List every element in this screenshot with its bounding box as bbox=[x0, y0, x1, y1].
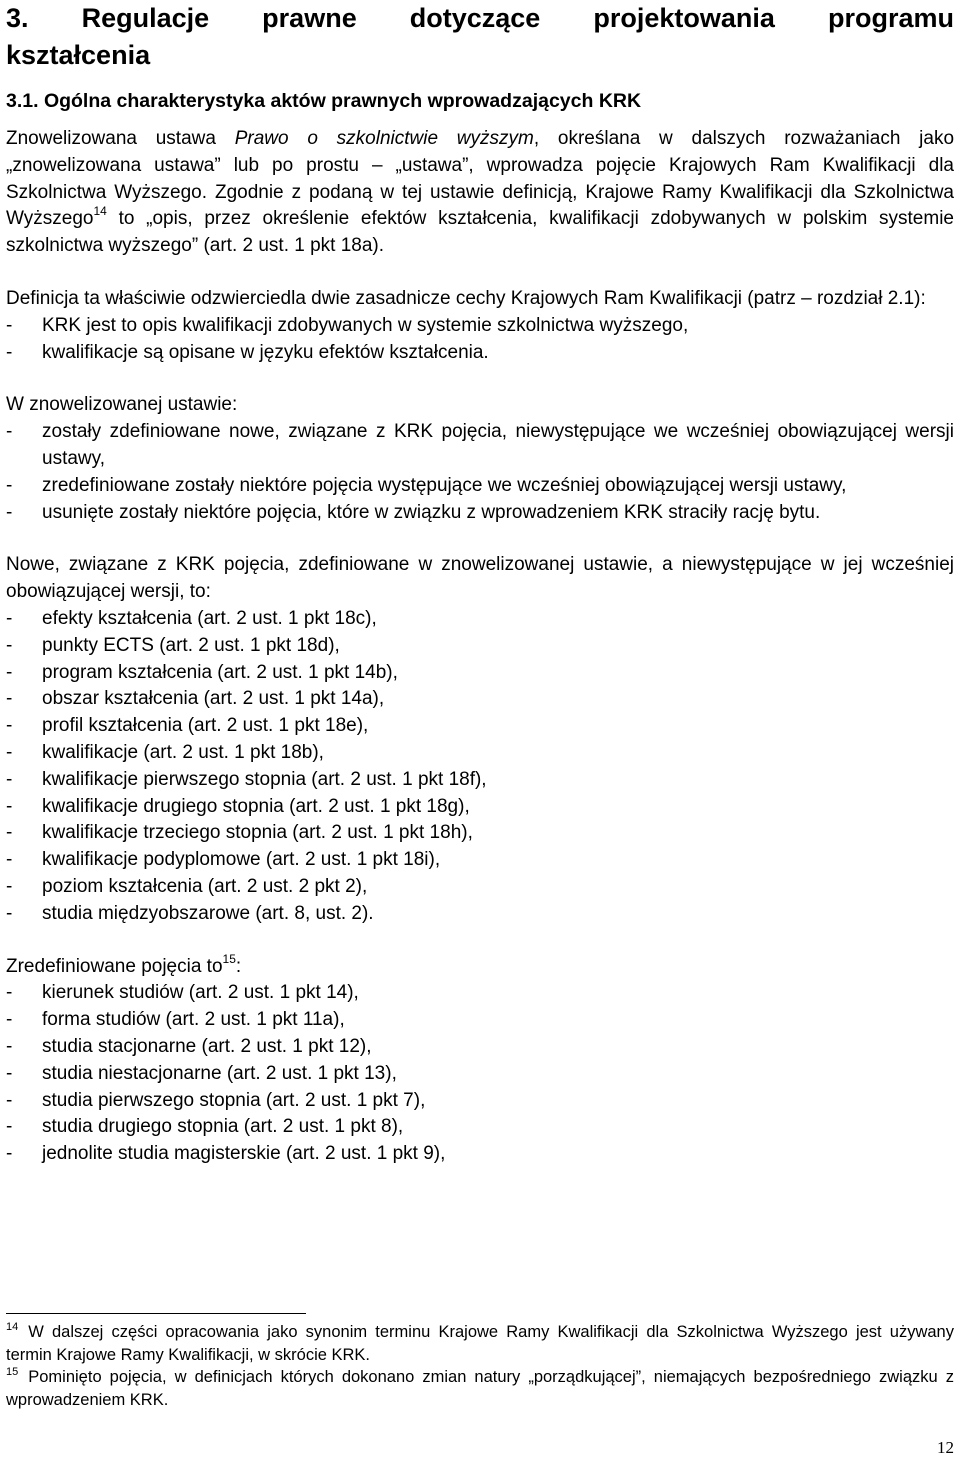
list-item: - zostały zdefiniowane nowe, związane z KRK pojęcia, niewystępujące we wcześniej obowiązującej wersji ustawy, bbox=[6, 419, 954, 473]
chapter-heading-line1: 3. Regulacje prawne dotyczące projektowania programu bbox=[6, 3, 954, 33]
para5-text: Zredefiniowane pojęcia to bbox=[6, 955, 223, 977]
footnote-separator bbox=[6, 1313, 306, 1314]
paragraph-redefined-terms bbox=[6, 951, 954, 981]
footnote-ref-14[interactable]: 14 bbox=[93, 204, 107, 219]
chapter-heading bbox=[6, 0, 954, 74]
list-item: - KRK jest to opis kwalifikacji zdobywanych w systemie szkolnictwa wyższego, bbox=[6, 313, 954, 340]
chapter-heading-line2: kształcenia bbox=[6, 40, 151, 70]
paragraph-features: Definicja ta właściwie odzwierciedla dwie zasadnicze cechy Krajowych Ram Kwalifikacji (patrz – rozdział 2.1): bbox=[6, 287, 926, 309]
footnote-14 bbox=[6, 1321, 954, 1366]
list-item: - kwalifikacje trzeciego stopnia (art. 2 ust. 1 pkt 18h), bbox=[6, 820, 954, 847]
para1-text-c: to „opis, przez określenie efektów kształcenia, kwalifikacji zdobywanych w polskim systemie szkolnictwa wyższego” (art. 2 ust. 1 pkt 18a). bbox=[6, 208, 954, 257]
list-item: - program kształcenia (art. 2 ust. 1 pkt 14b), bbox=[6, 660, 954, 687]
para5-tail: : bbox=[235, 955, 242, 977]
list-item: - profil kształcenia (art. 2 ust. 1 pkt 18e), bbox=[6, 713, 954, 740]
amendment-list bbox=[6, 419, 954, 526]
list-item: - kwalifikacje (art. 2 ust. 1 pkt 18b), bbox=[6, 740, 954, 767]
features-list bbox=[6, 313, 954, 367]
para1-italic-title: Prawo o szkolnictwie wyższym bbox=[234, 128, 534, 149]
footnote-text: Pominięto pojęcia, w definicjach których dokonano zmian natury „porządkującej”, niemających bezpośredniego związku z wprowadzeniem KRK. bbox=[6, 1368, 954, 1409]
list-item: - studia międzyobszarowe (art. 8, ust. 2). bbox=[6, 901, 954, 928]
list-item: - kwalifikacje są opisane w języku efektów kształcenia. bbox=[6, 340, 954, 367]
page-number: 12 bbox=[937, 1438, 954, 1457]
paragraph-definition bbox=[6, 126, 954, 260]
list-item: - forma studiów (art. 2 ust. 1 pkt 11a), bbox=[6, 1007, 954, 1034]
list-item: - kwalifikacje pierwszego stopnia (art. 2 ust. 1 pkt 18f), bbox=[6, 767, 954, 794]
list-item: - punkty ECTS (art. 2 ust. 1 pkt 18d), bbox=[6, 633, 954, 660]
para1-text-b: , określana w dalszych rozważaniach jako „znowelizowana ustawa” lub po prostu – „ustawa”, wprowadza pojęcie Krajowych Ram Kwalifikacji dla Szkolnictwa Wyższego. Zgodnie z podaną w tej ustawie definicją, Krajowe Ramy Kwalifikacji dla Szkolnictwa Wyższego bbox=[6, 128, 955, 230]
list-item: - studia niestacjonarne (art. 2 ust. 1 pkt 13), bbox=[6, 1061, 954, 1088]
list-item: - studia stacjonarne (art. 2 ust. 1 pkt 12), bbox=[6, 1034, 954, 1061]
paragraph-amendment-intro: W znowelizowanej ustawie: bbox=[6, 394, 238, 416]
list-item: - obszar kształcenia (art. 2 ust. 1 pkt 14a), bbox=[6, 686, 954, 713]
list-item: - usunięte zostały niektóre pojęcia, które w związku z wprowadzeniem KRK straciły rację bytu. bbox=[6, 500, 954, 527]
footnote-ref-15[interactable]: 15 bbox=[222, 951, 236, 966]
new-terms-list bbox=[6, 606, 954, 928]
footnote-15 bbox=[6, 1366, 954, 1411]
list-item: - kwalifikacje drugiego stopnia (art. 2 ust. 1 pkt 18g), bbox=[6, 794, 954, 821]
list-item: - poziom kształcenia (art. 2 ust. 2 pkt 2), bbox=[6, 874, 954, 901]
section-heading: 3.1. Ogólna charakterystyka aktów prawnych wprowadzających KRK bbox=[6, 90, 642, 112]
list-item: - jednolite studia magisterskie (art. 2 ust. 1 pkt 9), bbox=[6, 1141, 954, 1168]
list-item: - efekty kształcenia (art. 2 ust. 1 pkt 18c), bbox=[6, 606, 954, 633]
footnotes bbox=[6, 1321, 954, 1411]
list-item: - kierunek studiów (art. 2 ust. 1 pkt 14), bbox=[6, 980, 954, 1007]
list-item: - studia pierwszego stopnia (art. 2 ust. 1 pkt 7), bbox=[6, 1088, 954, 1115]
footnote-number: 14 bbox=[6, 1321, 19, 1333]
document-page bbox=[6, 0, 954, 1168]
para1-text-a: Znowelizowana ustawa bbox=[6, 128, 235, 149]
list-item: - zredefiniowane zostały niektóre pojęcia występujące we wcześniej obowiązującej wersji ustawy, bbox=[6, 473, 954, 500]
paragraph-new-terms: Nowe, związane z KRK pojęcia, zdefiniowane w znowelizowanej ustawie, a niewystępujące w jej wcześniej obowiązującej wersji, to: bbox=[6, 554, 954, 603]
footnote-number: 15 bbox=[6, 1366, 19, 1378]
footnote-text: W dalszej części opracowania jako synonim terminu Krajowe Ramy Kwalifikacji dla Szkolnictwa Wyższego jest używany termin Krajowe Ramy Kwalifikacji, w skrócie KRK. bbox=[6, 1323, 954, 1364]
list-item: - studia drugiego stopnia (art. 2 ust. 1 pkt 8), bbox=[6, 1114, 954, 1141]
list-item: - kwalifikacje podyplomowe (art. 2 ust. 1 pkt 18i), bbox=[6, 847, 954, 874]
redefined-terms-list bbox=[6, 980, 954, 1168]
